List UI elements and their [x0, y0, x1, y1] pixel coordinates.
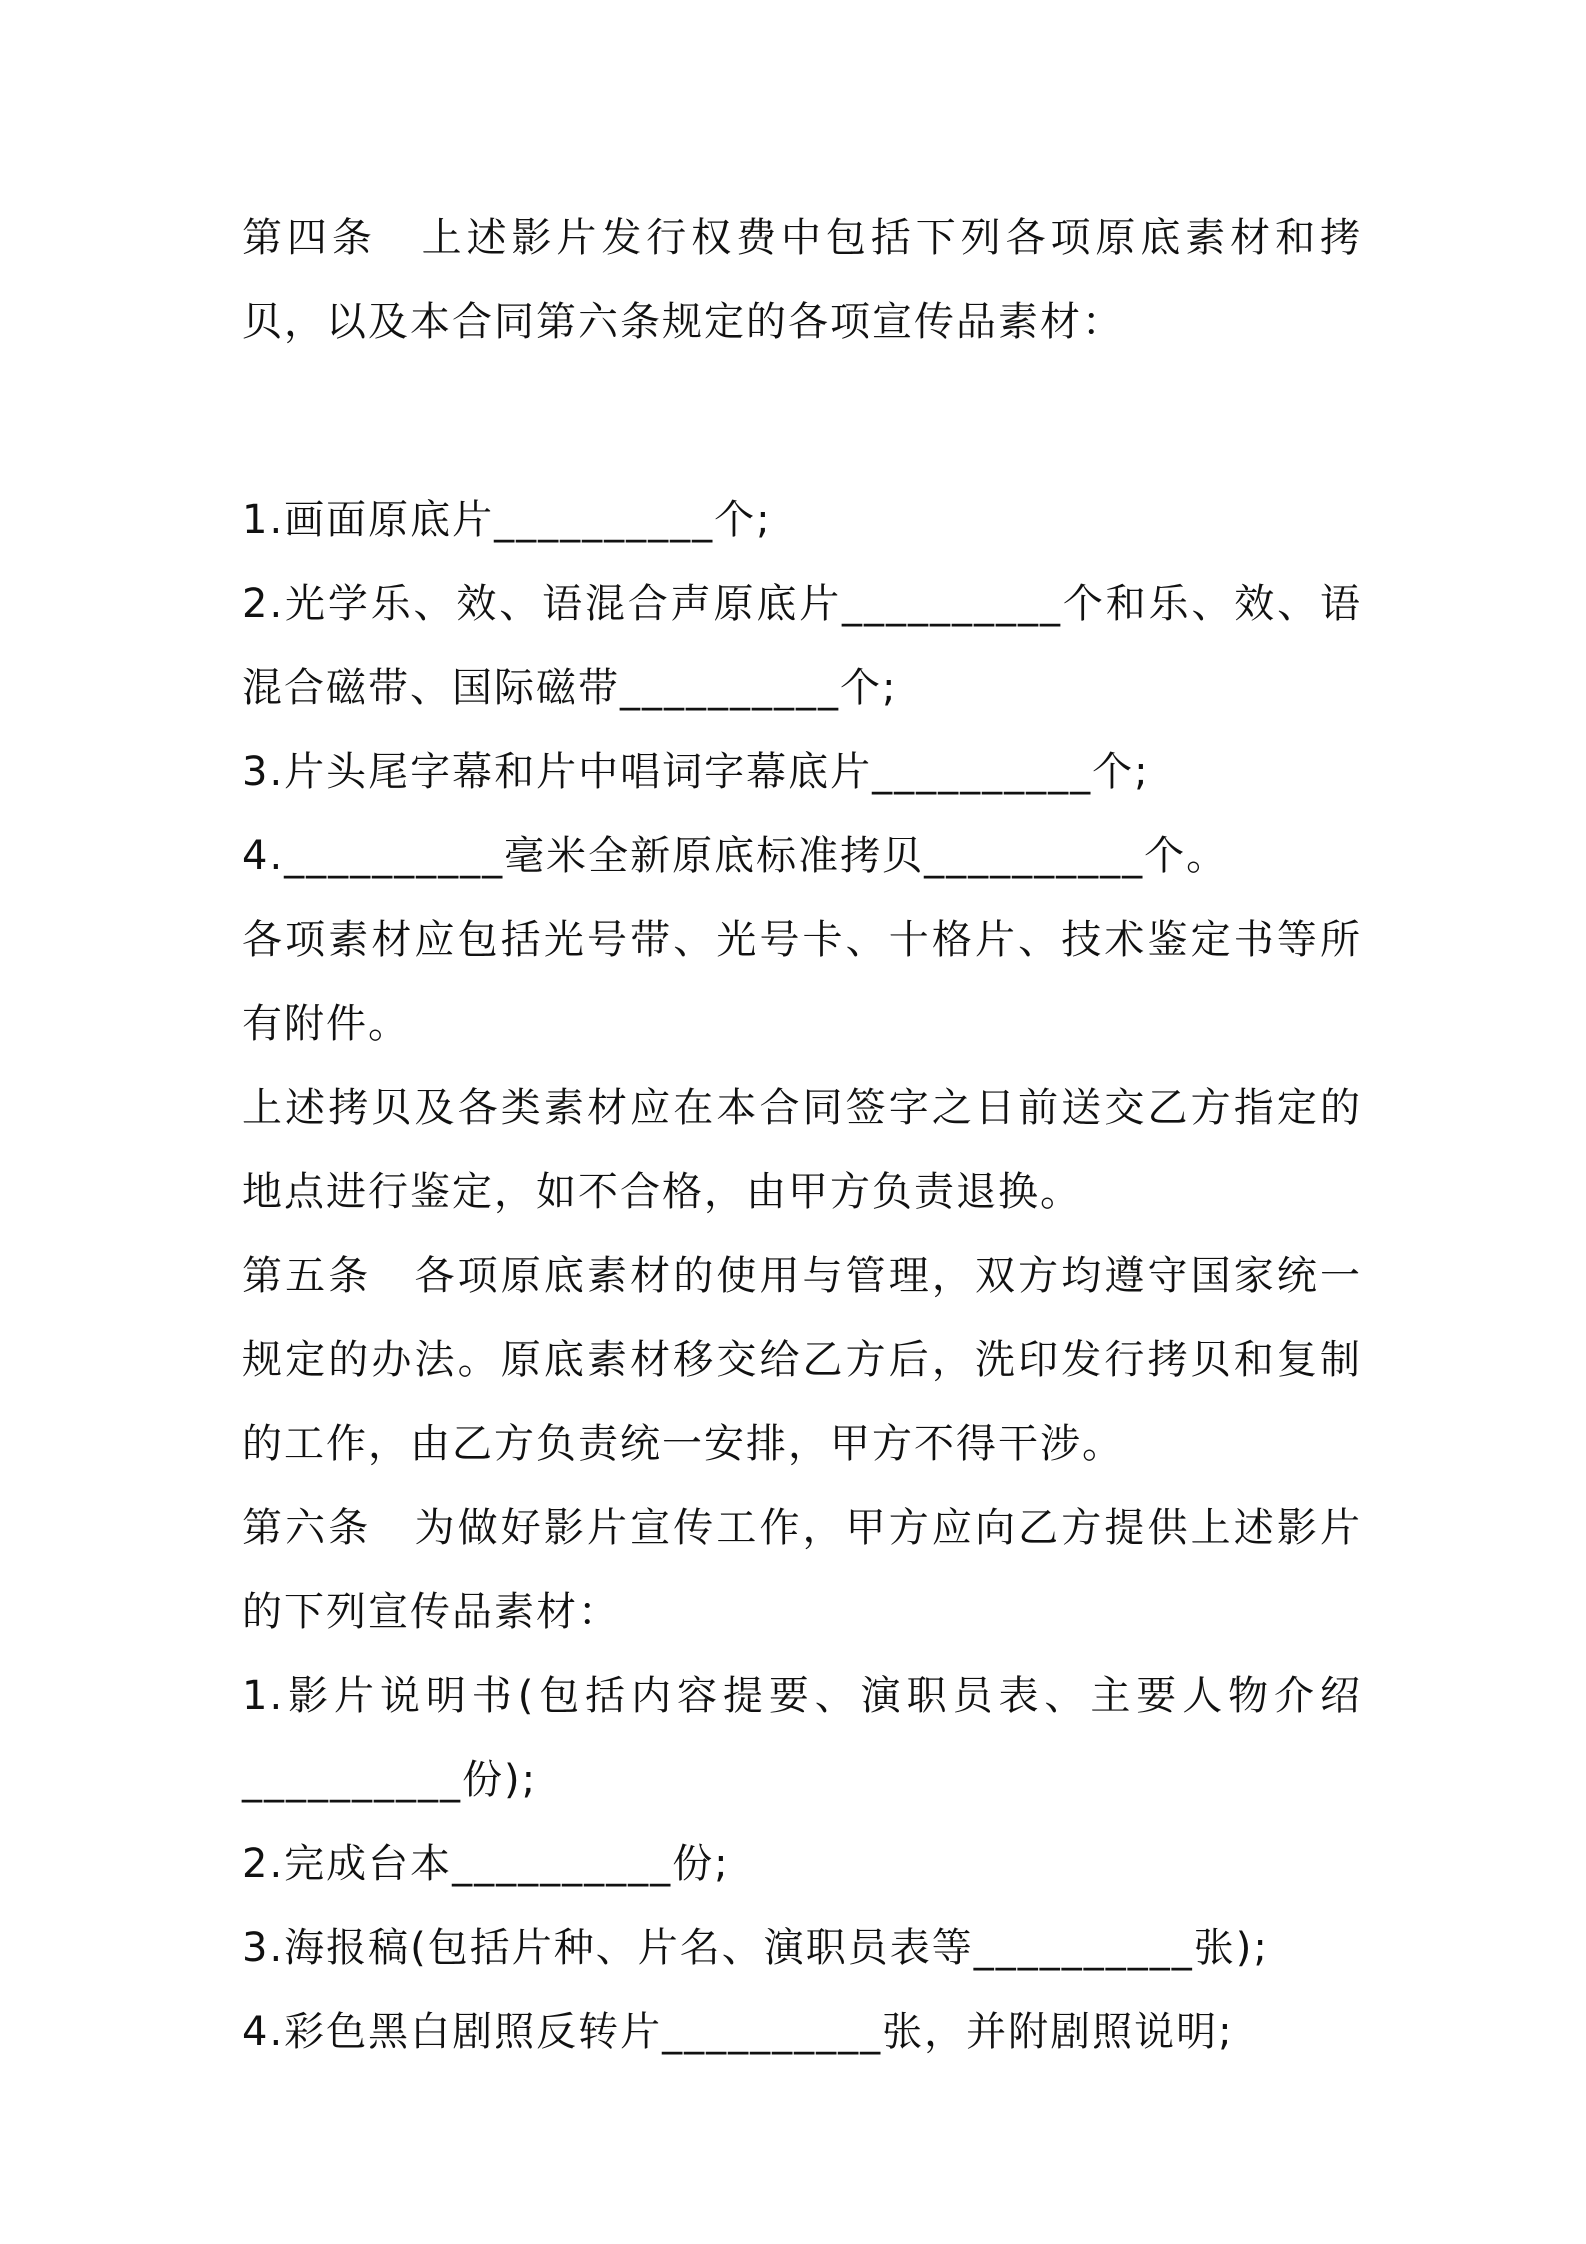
contract-body — [242, 196, 1362, 2074]
list-item-title-negative: 3.片头尾字幕和片中唱词字幕底片__________个; — [242, 749, 1150, 795]
list-item-script: 2.完成台本__________份; — [242, 1841, 730, 1887]
list-item-optical-sound-negative: 2.光学乐、效、语混合声原底片__________个和乐、效、语混合磁带、国际磁带__________个; — [242, 581, 1362, 711]
list-item-picture-negative: 1.画面原底片__________个; — [242, 497, 772, 543]
list-item-stills: 4.彩色黑白剧照反转片__________张，并附剧照说明; — [242, 2009, 1234, 2055]
article-6-paragraph: 第六条 为做好影片宣传工作，甲方应向乙方提供上述影片的下列宣传品素材： — [242, 1505, 1362, 1635]
list-item-film-brochure: 1.影片说明书(包括内容提要、演职员表、主要人物介绍__________份); — [242, 1673, 1362, 1803]
article-4-paragraph: 第四条 上述影片发行权费中包括下列各项原底素材和拷贝，以及本合同第六条规定的各项宣传品素材： — [242, 215, 1362, 345]
inspection-paragraph: 上述拷贝及各类素材应在本合同签字之日前送交乙方指定的地点进行鉴定，如不合格，由甲方负责退换。 — [242, 1085, 1362, 1215]
paragraph-spacer — [242, 364, 1362, 478]
list-item-poster: 3.海报稿(包括片种、片名、演职员表等__________张); — [242, 1925, 1269, 1971]
article-5-paragraph: 第五条 各项原底素材的使用与管理，双方均遵守国家统一规定的办法。原底素材移交给乙方后，洗印发行拷贝和复制的工作，由乙方负责统一安排，甲方不得干涉。 — [242, 1253, 1362, 1467]
list-item-standard-print: 4.__________毫米全新原底标准拷贝__________个。 — [242, 833, 1229, 879]
materials-attachments-paragraph: 各项素材应包括光号带、光号卡、十格片、技术鉴定书等所有附件。 — [242, 917, 1362, 1047]
